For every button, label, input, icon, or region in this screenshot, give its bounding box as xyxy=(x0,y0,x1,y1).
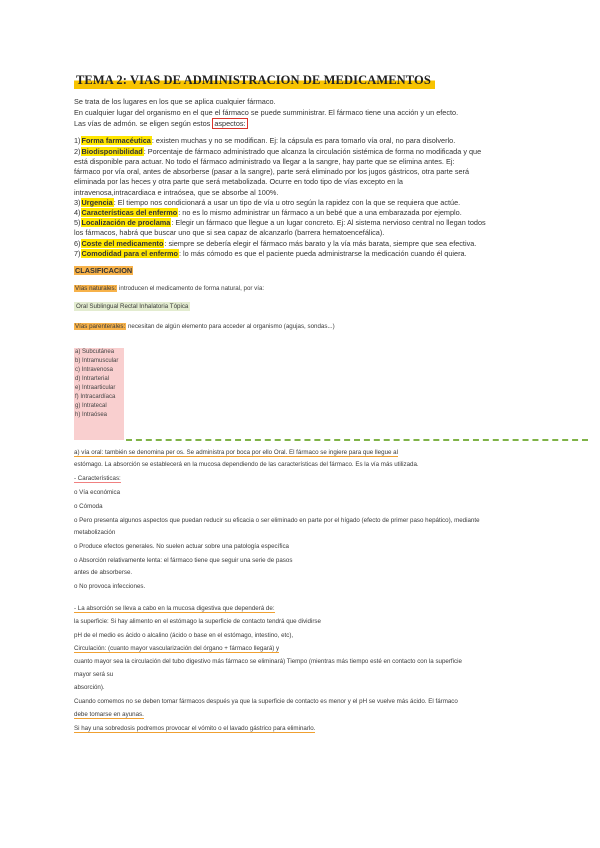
aspect-label: Comodidad para el enfermo xyxy=(81,249,178,258)
aspect-text: : Porcentaje de fármaco administrado que alcanza la circulación sistémica de forma no modificada y que xyxy=(143,147,482,156)
aspect-item xyxy=(74,239,476,248)
absorcion-line xyxy=(74,710,144,719)
intro-line: Se trata de los lugares en los que se aplica cualquier fármaco. xyxy=(74,97,276,106)
intro-line xyxy=(74,119,248,128)
aspect-number: 3) xyxy=(74,198,81,207)
parenteral-item: c) Intravenosa xyxy=(75,367,114,373)
oral-text: a) vía oral: también se denomina per os. Se administra por boca por ello Oral. El fármaco se ingiere para que llegue al xyxy=(74,449,398,456)
absorcion-text: debe tomarse en ayunas. xyxy=(74,711,144,718)
parenteral-item: b) Intramuscular xyxy=(75,358,119,364)
oral-line: o Vía económica xyxy=(74,489,121,496)
aspect-item xyxy=(74,198,460,207)
aspect-label: Forma farmacéutica xyxy=(81,136,151,145)
section-heading xyxy=(74,266,133,275)
vias-parenterales-text: necesitan de algún elemento para acceder al organismo (agujas, sondas...) xyxy=(126,323,335,330)
aspect-continuation: intravenosa,intracardiaca e intraósea, que se absorbe al 100%. xyxy=(74,188,279,197)
aspect-number: 7) xyxy=(74,249,81,258)
absorcion-text: Circulación: (cuanto mayor vascularización del órgano + fármaco llegará) y xyxy=(74,645,280,652)
oral-line: o No provoca infecciones. xyxy=(74,583,146,590)
absorcion-line: la superficie: Si hay alimento en el estómago la superficie de contacto tendrá que dividirse xyxy=(74,618,321,625)
aspects-boxed-word: aspectos: xyxy=(214,119,246,128)
aspect-continuation: fármaco por vía oral, antes de absorberse (pasar a la sangre), parte será eliminado por los jugos gástricos, otra parte será xyxy=(74,167,470,176)
vias-naturales-items: Oral Sublingual Rectal Inhalatoria Tópica xyxy=(76,303,189,310)
oral-line: estómago. La absorción se establecerá en la mucosa dependiendo de las características del fármaco. Es la vía más utilizada. xyxy=(74,461,419,468)
aspect-number: 2) xyxy=(74,147,81,156)
aspect-label: Coste del medicamento xyxy=(81,239,164,248)
vias-naturales-list xyxy=(74,302,190,311)
aspect-text: : siempre se debería elegir el fármaco más barato y la vía más barata, siempre que sea efectiva. xyxy=(164,239,477,248)
vias-naturales-line xyxy=(74,284,264,293)
absorcion-line xyxy=(74,604,275,613)
absorcion-line xyxy=(74,644,279,653)
absorcion-text: - La absorción se lleva a cabo en la mucosa digestiva que dependerá de: xyxy=(74,605,275,612)
oral-line: antes de absorberse. xyxy=(74,569,133,576)
vias-naturales-label: Vías naturales: xyxy=(75,285,117,292)
aspect-text: : no es lo mismo administrar un fármaco a un bebé que a una embarazada por ejemplo. xyxy=(178,208,462,217)
oral-text: - Características: xyxy=(74,475,121,482)
absorcion-text: Si hay una sobredosis podremos provocar el vómito o el lavado gástrico para eliminarlo. xyxy=(74,725,316,732)
aspect-item xyxy=(74,147,481,156)
aspect-text: : Elegir un fármaco que llegue a un lugar concreto. Ej: Al sistema nervioso central no llegan todos xyxy=(171,218,486,227)
aspect-label: Localización de proclama xyxy=(81,218,171,227)
aspect-item xyxy=(74,218,486,227)
parenteral-item: a) Subcutánea xyxy=(75,349,115,355)
vias-naturales-text: introducen el medicamento de forma natural, por vía: xyxy=(117,285,265,292)
aspect-number: 5) xyxy=(74,218,81,227)
aspect-item xyxy=(74,208,462,217)
aspect-item xyxy=(74,136,455,145)
oral-line: o Produce efectos generales. No suelen actuar sobre una patología específica xyxy=(74,543,289,550)
oral-line: o Pero presenta algunos aspectos que puedan reducir su eficacia o ser eliminado en parte por el hígado (efecto de primer paso hepático), mediante xyxy=(74,517,480,524)
parenteral-item: h) Intraósea xyxy=(75,412,108,418)
intro-text: Las vías de admón. se eligen según estos xyxy=(74,119,213,128)
aspect-label: Biodisponibilidad xyxy=(81,147,143,156)
aspect-item xyxy=(74,249,467,258)
aspect-text: : existen muchas y no se modifican. Ej: la cápsula es para tomarlo vía oral, no para disolverlo. xyxy=(151,136,456,145)
dashed-divider xyxy=(126,439,588,441)
parenteral-item: f) Intracardíaca xyxy=(75,394,116,400)
oral-line xyxy=(74,448,398,457)
vias-parenterales-line xyxy=(74,322,335,331)
vias-parenterales-label: Vías parenterales: xyxy=(75,323,126,330)
absorcion-line: pH de el medio es ácido o alcalino (ácido o base en el estómago, intestino, etc), xyxy=(74,632,294,639)
aspect-label: Características del enfermo xyxy=(81,208,178,217)
oral-line: o Absorción relativamente lenta: el fármaco tiene que seguir una serie de pasos xyxy=(74,557,293,564)
aspect-number: 4) xyxy=(74,208,81,217)
page-title: TEMA 2: VIAS DE ADMINISTRACION DE MEDICAMENTOS xyxy=(74,72,435,89)
absorcion-line: absorción). xyxy=(74,684,105,691)
aspect-continuation: eliminada por las heces y otra parte que será metabolizada. Ocurre en todo tipo de vías excepto en la xyxy=(74,177,403,186)
oral-line: metabolización xyxy=(74,529,116,536)
oral-line xyxy=(74,474,121,483)
aspect-text: : lo más cómodo es que el paciente pueda administrarse la medicación cuando él quiera. xyxy=(179,249,467,258)
aspect-continuation: los fármacos, habrá que buscar uno que si sea capaz de alcanzarlo (barrera hematoencefálica). xyxy=(74,228,385,237)
intro-line: En cualquier lugar del organismo en el que el fármaco se puede sumministrar. El fármaco tiene una acción y un efecto. xyxy=(74,108,459,117)
aspect-text: : El tiempo nos condicionará a usar un tipo de vía u otro según la rapidez con la que se requiera que actúe. xyxy=(113,198,461,207)
absorcion-line: Cuando comemos no se deben tomar fármacos después ya que la superficie de contacto es menor y el pH se vuelve más ácido. El fármaco xyxy=(74,698,458,705)
absorcion-line xyxy=(74,724,315,733)
absorcion-line: mayor será su xyxy=(74,671,114,678)
parenteral-list xyxy=(74,348,124,440)
aspect-number: 1) xyxy=(74,136,81,145)
aspect-label: Urgencia xyxy=(81,198,113,207)
parenteral-item: g) Intratecal xyxy=(75,403,107,409)
parenteral-item: d) Intrarterial xyxy=(75,376,110,382)
aspect-continuation: está disponible para actuar. No todo el fármaco administrado va llegar a la sangre, hay parte que se elimina antes. Ej: xyxy=(74,157,455,166)
clasificacion-heading: CLASIFICACION xyxy=(75,266,133,275)
parenteral-item: e) Intraarticular xyxy=(75,385,116,391)
aspect-number: 6) xyxy=(74,239,81,248)
oral-line: o Cómoda xyxy=(74,503,103,510)
absorcion-line: cuanto mayor sea la circulación del tubo digestivo más fármaco se eliminará) Tiempo (mientras más tiempo esté en contacto con la superficie xyxy=(74,658,462,665)
